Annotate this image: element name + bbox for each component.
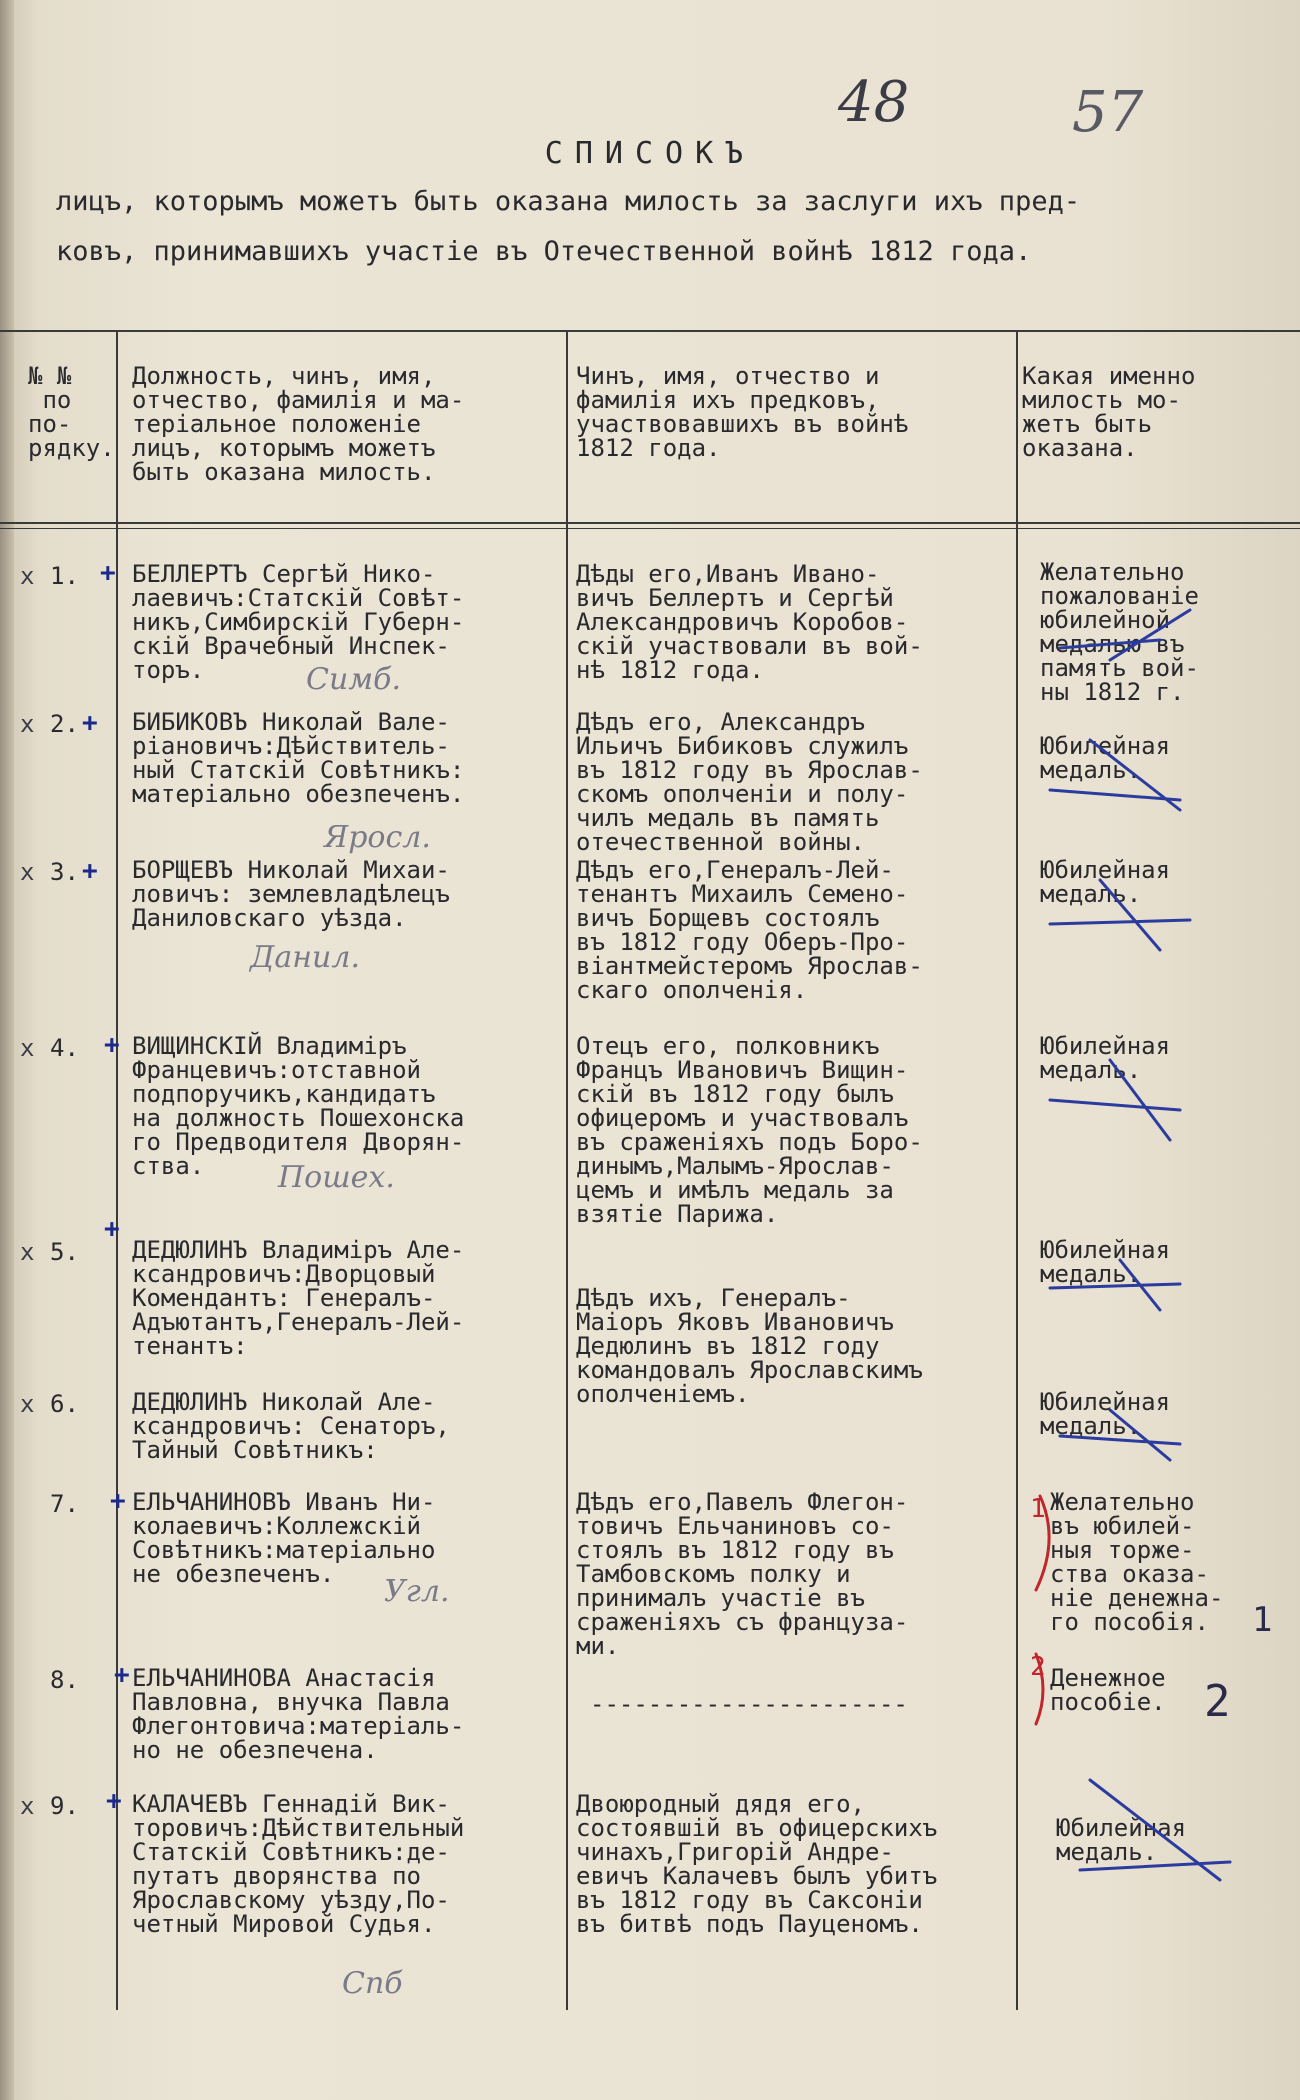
row-number: 9. [50,1792,79,1820]
plus-mark: + [104,1030,120,1060]
folio-number-handwritten-a: 48 [838,70,910,135]
row-ancestors: Дѣдъ его,Павелъ Флегон- товичъ Ельчаниновъ со- стоялъ въ 1812 году въ Тамбовскомъ полку и принималъ участіе въ сраженіяхъ съ француза- ми. [576,1488,909,1660]
blue-pencil-stroke [1050,920,1190,924]
blue-pencil-stroke [1050,1284,1180,1288]
blue-pencil-stroke [1050,1100,1180,1110]
blue-pencil-stroke [1060,640,1160,648]
row-person: БИБИКОВЪ Николай Вале- ріановичъ:Дѣйствитель- ный Статскій Совѣтникъ: матеріально обезпеченъ. [132,708,465,808]
margin-note: Данил. [250,940,360,975]
document-title: СПИСОКЪ [544,136,756,171]
row-number: 6. [50,1390,79,1418]
check-mark: x [20,562,35,590]
row-reward: Денежное пособіе. [1050,1664,1166,1716]
margin-note: Яросл. [324,820,431,855]
row-ancestors: ---------------------- [590,1690,908,1718]
plus-mark: + [106,1786,122,1816]
row-number: 3. [50,858,79,886]
row-ancestors: Дѣдъ его,Генералъ-Лей- тенантъ Михаилъ Семено- вичъ Борщевъ состоялъ въ 1812 году Оберъ-Про- віантмейстеромъ Ярослав- скаго ополченія. [576,856,923,1004]
header-ancestors: Чинъ, имя, отчество и фамилія ихъ предковъ, участвовавшихъ въ войнѣ 1812 года. [576,362,909,462]
blue-pencil-stroke [1110,1410,1170,1460]
row-reward: Юбилейная медаль. [1056,1814,1187,1866]
row-number: 1. [50,562,79,590]
check-mark: x [20,1390,35,1418]
check-mark: x [20,1034,35,1062]
row-reward: Юбилейная медаль. [1040,1388,1171,1440]
row-reward: Юбилейная медаль. [1040,1032,1171,1084]
row-person: КАЛАЧЕВЪ Геннадій Вик- торовичъ:Дѣйствительный Статскій Совѣтникъ:де- путатъ дворянства по Ярославскому уѣзду,По- четный Мировой Судья. [132,1790,465,1938]
check-mark: x [20,1238,35,1266]
row-ancestors: Двоюродный дядя его, состоявшій въ офицерскихъ чинахъ,Григорій Андре- евичъ Калачевъ былъ убитъ въ 1812 году въ Саксоніи въ битвѣ подъ Пауценомъ. [576,1790,938,1938]
check-mark: x [20,858,35,886]
red-pencil-stroke [1036,1654,1043,1724]
row-ancestors: Отецъ его, полковникъ Францъ Ивановичъ Вищин- скій въ 1812 году былъ офицеромъ и участвовалъ въ сраженіяхъ подъ Боро- динымъ,Малымъ-Ярослав- цемъ и имѣлъ медаль за взятіе Парижа. [576,1032,923,1228]
margin-note: Спб [342,1966,403,2001]
margin-note: Пошех. [278,1160,395,1195]
header-number: № № по по- рядку. [28,362,115,462]
row-person: ДЕДЮЛИНЪ Николай Але- ксандровичъ: Сенаторъ, Тайный Совѣтникъ: [132,1388,450,1464]
row-number: 8. [50,1666,79,1694]
blue-pencil-stroke [1100,880,1160,950]
row-number: 5. [50,1238,79,1266]
plus-mark: + [104,1214,120,1244]
row-reward: Юбилейная медаль. [1040,1236,1171,1288]
margin-note: Симб. [306,662,401,697]
plus-mark: + [82,856,98,886]
row-reward: Юбилейная медаль. [1040,856,1171,908]
folio-number-handwritten-b: 57 [1072,80,1144,145]
row-person: БОРЩЕВЪ Николай Михаи- ловичъ: землевладѣлецъ Даниловскаго уѣзда. [132,856,450,932]
row-number: 4. [50,1034,79,1062]
blue-pencil-stroke [1110,610,1190,660]
row-ancestors: Дѣды его,Иванъ Ивано- вичъ Беллертъ и Сергѣй Александровичъ Коробов- скій участвовали въ вой- нѣ 1812 года. [576,560,923,684]
row-number: 2. [50,710,79,738]
row-reward: Желательно въ юбилей- ныя торже- ства оказа- ніе денежна- го пособія. [1050,1488,1224,1636]
row-ancestors: Дѣдъ его, Александръ Ильичъ Бибиковъ служилъ въ 1812 году въ Ярослав- скомъ ополченіи и полу- чилъ медаль въ память отечественной войны. [576,708,923,856]
blue-pencil-stroke [1110,1060,1170,1140]
plus-mark: + [100,558,116,588]
check-mark: x [20,1792,35,1820]
header-person: Должность, чинъ, имя, отчество, фамилія и ма- теріальное положеніе лицъ, которымъ можетъ быть оказана милость. [132,362,465,486]
pencil-number: 1 [1252,1600,1273,1640]
plus-mark: + [82,708,98,738]
row-person: ДЕДЮЛИНЪ Владиміръ Але- ксандровичъ:Дворцовый Комендантъ: Генералъ- Адъютантъ,Генералъ-Лей- тенантъ: [132,1236,465,1360]
red-pencil-stroke [1036,1496,1049,1590]
row-number: 7. [50,1490,79,1518]
plus-mark: + [110,1486,126,1516]
blue-pencil-stroke [1090,740,1180,810]
plus-mark: + [114,1660,130,1690]
margin-note: Угл. [384,1574,450,1609]
pencil-number: 2 [1204,1676,1231,1727]
check-mark: x [20,710,35,738]
blue-pencil-stroke [1060,1436,1180,1444]
row-ancestors: Дѣдъ ихъ, Генералъ- Маіоръ Яковъ Ивановичъ Дедюлинъ въ 1812 году командовалъ Ярославскимъ ополченіемъ. [576,1284,923,1408]
row-person: БЕЛЛЕРТЪ Сергѣй Нико- лаевичъ:Статскій Совѣт- никъ,Симбирскій Губерн- скій Врачебный Инспек- торъ. [132,560,465,684]
document-subtitle-line-2: ковъ, принимавшихъ участіе въ Отечественной войнѣ 1812 года. [56,236,1032,267]
row-person: ЕЛЬЧАНИНОВЪ Иванъ Ни- колаевичъ:Коллежскій Совѣтникъ:матеріально не обезпеченъ. [132,1488,436,1588]
header-reward: Какая именно милость мо- жетъ быть оказана. [1022,362,1196,462]
row-reward: Желательно пожалованіе юбилейной медалью въ память вой- ны 1812 г. [1040,558,1199,706]
row-person: ЕЛЬЧАНИНОВА Анастасія Павловна, внучка Павла Флегонтовича:матеріаль- но не обезпечена. [132,1664,465,1764]
row-reward: Юбилейная медаль. [1040,732,1171,784]
document-subtitle-line-1: лицъ, которымъ можетъ быть оказана милость за заслуги ихъ пред- [56,186,1081,217]
row-person: ВИЩИНСКІЙ Владиміръ Францевичъ:отставной подпоручикъ,кандидатъ на должность Пошехонска го Предводителя Дворян- ства. [132,1032,465,1180]
red-pencil-number: 1 [1030,1494,1046,1524]
red-pencil-number: 2 [1030,1652,1046,1682]
